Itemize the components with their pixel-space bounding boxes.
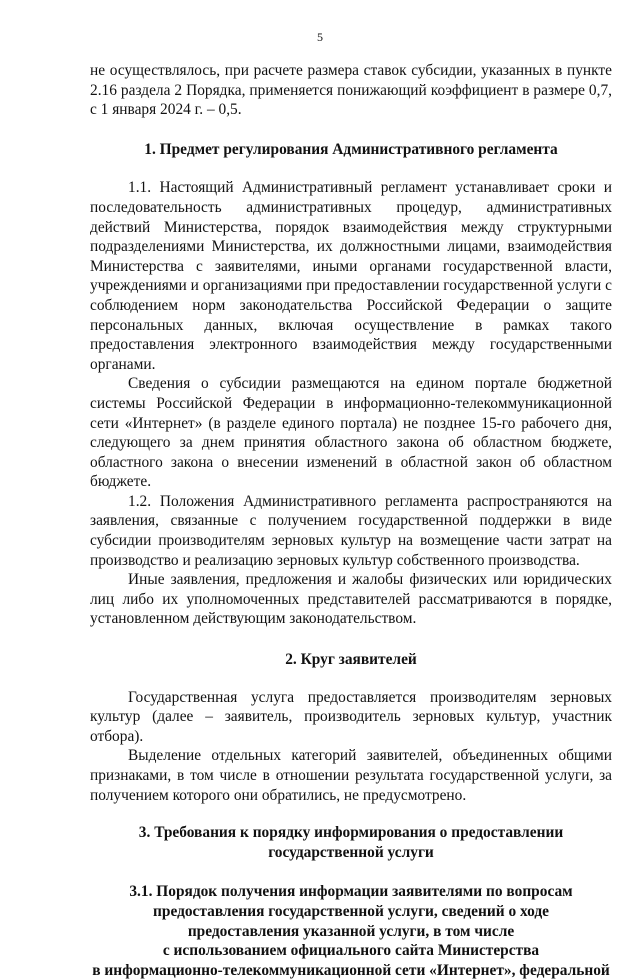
section-3-heading [90, 823, 612, 862]
section-3-heading-line-1: 3. Требования к порядку информирования о предоставлении [138, 824, 564, 842]
page-number: 5 [317, 30, 323, 44]
subsection-3-1-line-5: в информационно-телекоммуникационной сети «Интернет», федеральной [92, 961, 610, 979]
intro-paragraph: не осуществлялось, при расчете размера ставок субсидии, указанных в пункте 2.16 раздела 2 Порядка, применяется понижающий коэффициент в размере 0,7, с 1 января 2024 г. – 0,5. [90, 62, 612, 119]
subsection-3-1-line-1: 3.1. Порядок получения информации заявителями по вопросам [129, 883, 573, 901]
subsection-3-1-heading [90, 882, 612, 980]
section-2-paragraph-1: Государственная услуга предоставляется производителям зерновых культур (далее – заявитель, производитель зерновых культур, участник отбора). [90, 688, 612, 745]
section-1-paragraph-4: Иные заявления, предложения и жалобы физических или юридических лиц либо их уполномоченных представителей рассматриваются в порядке, установленном действующим законодательством. [90, 571, 612, 628]
section-1-paragraph-2: Сведения о субсидии размещаются на едином портале бюджетной системы Российской Федерации в информационно-телекоммуникационной сети «Интернет» (в разделе единого портала) не позднее 15-го рабочего дня, следующего за днем принятия областного закона об областном бюджете, областного закона о внесении изменений в областной закон об областном бюджете. [90, 375, 612, 491]
subsection-3-1-line-3: предоставления указанной услуги, в том числе [187, 922, 515, 940]
section-2-paragraph-2: Выделение отдельных категорий заявителей, объединенных общими признаками, в том числе в отношении результата государственной услуги, за получением которого они обратились, не предусмотрено. [90, 747, 612, 804]
subsection-3-1-line-2: предоставления государственной услуги, сведений о ходе [153, 902, 549, 920]
section-1-paragraph-1: 1.1. Настоящий Административный регламент устанавливает сроки и последовательность административных процедур, административных действий Министерства, порядок взаимодействия между структурными подразделениями Министерства, их должностными лицами, взаимодействия Министерства с заявителями, иными органами государственной власти, учреждениями и организациями при предоставлении государственной услуги с соблюдением норм законодательства Российской Федерации о защите персональных данных, включая осуществление в рамках такого предоставления электронного взаимодействия между государственными органами. [90, 179, 612, 373]
section-1-paragraph-3: 1.2. Положения Административного регламента распространяются на заявления, связанные с получением государственной поддержки в виде субсидии производителям зерновых культур на возмещение части затрат на производство и реализацию зерновых культур собственного производства. [90, 492, 612, 569]
document-body [90, 61, 612, 980]
subsection-3-1-line-4: с использованием официального сайта Министерства [162, 942, 540, 960]
section-3-heading-line-2: государственной услуги [268, 843, 434, 861]
section-2-heading: 2. Круг заявителей [285, 651, 417, 669]
section-1-heading: 1. Предмет регулирования Административного регламента [144, 140, 558, 158]
